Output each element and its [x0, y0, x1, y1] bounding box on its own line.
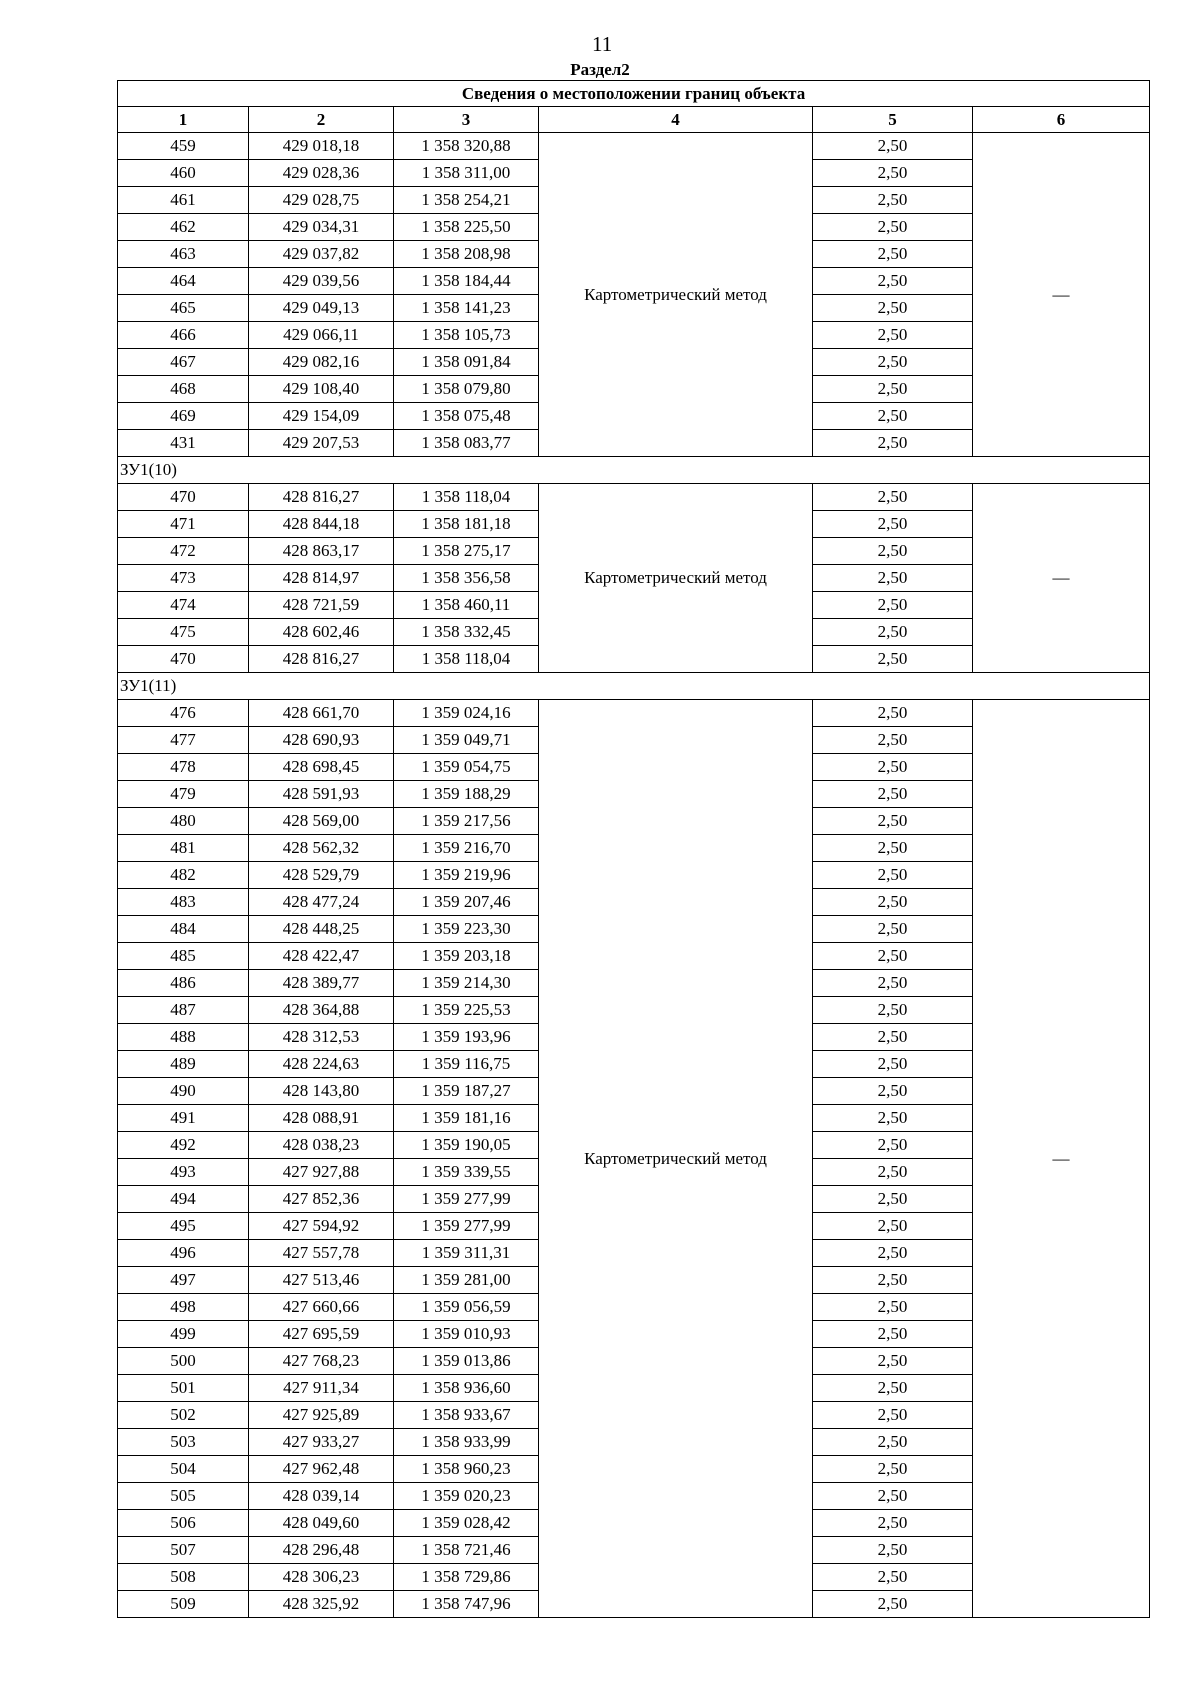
x-coordinate-cell: 429 108,40	[249, 376, 394, 403]
y-coordinate-cell: 1 359 193,96	[394, 1024, 539, 1051]
y-coordinate-cell: 1 359 214,30	[394, 970, 539, 997]
accuracy-cell: 2,50	[813, 727, 973, 754]
accuracy-cell: 2,50	[813, 1213, 973, 1240]
group-header-row	[118, 673, 1150, 700]
y-coordinate-cell: 1 359 049,71	[394, 727, 539, 754]
point-number-cell: 431	[118, 430, 249, 457]
x-coordinate-cell: 428 698,45	[249, 754, 394, 781]
x-coordinate-cell: 428 844,18	[249, 511, 394, 538]
x-coordinate-cell: 428 448,25	[249, 916, 394, 943]
table-row	[118, 700, 1150, 727]
point-number-cell: 496	[118, 1240, 249, 1267]
accuracy-cell: 2,50	[813, 1078, 973, 1105]
x-coordinate-cell: 429 028,36	[249, 160, 394, 187]
y-coordinate-cell: 1 358 460,11	[394, 592, 539, 619]
x-coordinate-cell: 428 038,23	[249, 1132, 394, 1159]
point-number-cell: 469	[118, 403, 249, 430]
point-number-cell: 467	[118, 349, 249, 376]
accuracy-cell: 2,50	[813, 700, 973, 727]
y-coordinate-cell: 1 358 960,23	[394, 1456, 539, 1483]
accuracy-cell: 2,50	[813, 1348, 973, 1375]
y-coordinate-cell: 1 358 105,73	[394, 322, 539, 349]
x-coordinate-cell: 429 018,18	[249, 133, 394, 160]
x-coordinate-cell: 428 814,97	[249, 565, 394, 592]
column-header-row	[118, 107, 1150, 133]
y-coordinate-cell: 1 359 277,99	[394, 1213, 539, 1240]
accuracy-cell: 2,50	[813, 862, 973, 889]
y-coordinate-cell: 1 359 203,18	[394, 943, 539, 970]
y-coordinate-cell: 1 359 223,30	[394, 916, 539, 943]
x-coordinate-cell: 427 962,48	[249, 1456, 394, 1483]
y-coordinate-cell: 1 359 217,56	[394, 808, 539, 835]
x-coordinate-cell: 428 049,60	[249, 1510, 394, 1537]
point-number-cell: 461	[118, 187, 249, 214]
accuracy-cell: 2,50	[813, 1510, 973, 1537]
point-number-cell: 491	[118, 1105, 249, 1132]
y-coordinate-cell: 1 358 936,60	[394, 1375, 539, 1402]
accuracy-cell: 2,50	[813, 1294, 973, 1321]
accuracy-cell: 2,50	[813, 511, 973, 538]
accuracy-cell: 2,50	[813, 646, 973, 673]
accuracy-cell: 2,50	[813, 322, 973, 349]
y-coordinate-cell: 1 358 083,77	[394, 430, 539, 457]
point-number-cell: 475	[118, 619, 249, 646]
point-number-cell: 478	[118, 754, 249, 781]
y-coordinate-cell: 1 358 311,00	[394, 160, 539, 187]
x-coordinate-cell: 427 695,59	[249, 1321, 394, 1348]
accuracy-cell: 2,50	[813, 619, 973, 646]
table-body	[118, 133, 1150, 1618]
accuracy-cell: 2,50	[813, 943, 973, 970]
point-number-cell: 471	[118, 511, 249, 538]
accuracy-cell: 2,50	[813, 268, 973, 295]
accuracy-cell: 2,50	[813, 1267, 973, 1294]
x-coordinate-cell: 428 039,14	[249, 1483, 394, 1510]
point-number-cell: 464	[118, 268, 249, 295]
accuracy-cell: 2,50	[813, 1186, 973, 1213]
point-number-cell: 490	[118, 1078, 249, 1105]
accuracy-cell: 2,50	[813, 1105, 973, 1132]
point-number-cell: 470	[118, 646, 249, 673]
y-coordinate-cell: 1 359 028,42	[394, 1510, 539, 1537]
column-header-2: 2	[249, 107, 394, 133]
point-number-cell: 466	[118, 322, 249, 349]
y-coordinate-cell: 1 359 207,46	[394, 889, 539, 916]
group-header-row	[118, 457, 1150, 484]
y-coordinate-cell: 1 359 054,75	[394, 754, 539, 781]
x-coordinate-cell: 427 911,34	[249, 1375, 394, 1402]
y-coordinate-cell: 1 359 013,86	[394, 1348, 539, 1375]
land-plot-label: ЗУ1(11)	[118, 673, 1150, 700]
y-coordinate-cell: 1 358 933,99	[394, 1429, 539, 1456]
point-number-cell: 492	[118, 1132, 249, 1159]
y-coordinate-cell: 1 358 275,17	[394, 538, 539, 565]
y-coordinate-cell: 1 358 225,50	[394, 214, 539, 241]
accuracy-cell: 2,50	[813, 1456, 973, 1483]
method-cell: Картометрический метод	[539, 484, 813, 673]
accuracy-cell: 2,50	[813, 349, 973, 376]
accuracy-cell: 2,50	[813, 214, 973, 241]
x-coordinate-cell: 428 816,27	[249, 484, 394, 511]
y-coordinate-cell: 1 358 729,86	[394, 1564, 539, 1591]
y-coordinate-cell: 1 358 091,84	[394, 349, 539, 376]
x-coordinate-cell: 427 513,46	[249, 1267, 394, 1294]
accuracy-cell: 2,50	[813, 808, 973, 835]
y-coordinate-cell: 1 358 184,44	[394, 268, 539, 295]
point-number-cell: 470	[118, 484, 249, 511]
accuracy-cell: 2,50	[813, 1240, 973, 1267]
point-number-cell: 485	[118, 943, 249, 970]
y-coordinate-cell: 1 358 075,48	[394, 403, 539, 430]
y-coordinate-cell: 1 358 933,67	[394, 1402, 539, 1429]
land-plot-label: ЗУ1(10)	[118, 457, 1150, 484]
point-number-cell: 473	[118, 565, 249, 592]
accuracy-cell: 2,50	[813, 1051, 973, 1078]
y-coordinate-cell: 1 359 188,29	[394, 781, 539, 808]
x-coordinate-cell: 428 529,79	[249, 862, 394, 889]
y-coordinate-cell: 1 358 320,88	[394, 133, 539, 160]
point-number-cell: 504	[118, 1456, 249, 1483]
y-coordinate-cell: 1 359 187,27	[394, 1078, 539, 1105]
y-coordinate-cell: 1 358 332,45	[394, 619, 539, 646]
column-header-6: 6	[973, 107, 1150, 133]
accuracy-cell: 2,50	[813, 1591, 973, 1618]
accuracy-cell: 2,50	[813, 187, 973, 214]
y-coordinate-cell: 1 359 010,93	[394, 1321, 539, 1348]
point-number-cell: 484	[118, 916, 249, 943]
y-coordinate-cell: 1 359 219,96	[394, 862, 539, 889]
accuracy-cell: 2,50	[813, 403, 973, 430]
y-coordinate-cell: 1 358 181,18	[394, 511, 539, 538]
point-number-cell: 489	[118, 1051, 249, 1078]
y-coordinate-cell: 1 359 216,70	[394, 835, 539, 862]
y-coordinate-cell: 1 358 118,04	[394, 646, 539, 673]
y-coordinate-cell: 1 358 079,80	[394, 376, 539, 403]
accuracy-cell: 2,50	[813, 1564, 973, 1591]
method-cell: Картометрический метод	[539, 700, 813, 1618]
point-number-cell: 493	[118, 1159, 249, 1186]
y-coordinate-cell: 1 359 281,00	[394, 1267, 539, 1294]
y-coordinate-cell: 1 358 721,46	[394, 1537, 539, 1564]
accuracy-cell: 2,50	[813, 970, 973, 997]
description-cell: —	[973, 484, 1150, 673]
point-number-cell: 486	[118, 970, 249, 997]
x-coordinate-cell: 428 306,23	[249, 1564, 394, 1591]
x-coordinate-cell: 427 557,78	[249, 1240, 394, 1267]
y-coordinate-cell: 1 359 277,99	[394, 1186, 539, 1213]
point-number-cell: 505	[118, 1483, 249, 1510]
point-number-cell: 465	[118, 295, 249, 322]
accuracy-cell: 2,50	[813, 754, 973, 781]
y-coordinate-cell: 1 358 747,96	[394, 1591, 539, 1618]
x-coordinate-cell: 428 721,59	[249, 592, 394, 619]
accuracy-cell: 2,50	[813, 781, 973, 808]
x-coordinate-cell: 427 927,88	[249, 1159, 394, 1186]
point-number-cell: 460	[118, 160, 249, 187]
accuracy-cell: 2,50	[813, 1375, 973, 1402]
y-coordinate-cell: 1 358 208,98	[394, 241, 539, 268]
x-coordinate-cell: 428 562,32	[249, 835, 394, 862]
point-number-cell: 481	[118, 835, 249, 862]
accuracy-cell: 2,50	[813, 1024, 973, 1051]
x-coordinate-cell: 428 312,53	[249, 1024, 394, 1051]
x-coordinate-cell: 427 768,23	[249, 1348, 394, 1375]
accuracy-cell: 2,50	[813, 133, 973, 160]
column-header-5: 5	[813, 107, 973, 133]
x-coordinate-cell: 429 049,13	[249, 295, 394, 322]
accuracy-cell: 2,50	[813, 1429, 973, 1456]
boundary-table-container	[117, 80, 1149, 1618]
point-number-cell: 488	[118, 1024, 249, 1051]
x-coordinate-cell: 427 933,27	[249, 1429, 394, 1456]
table-caption: Сведения о местоположении границ объекта	[118, 81, 1150, 107]
x-coordinate-cell: 429 207,53	[249, 430, 394, 457]
x-coordinate-cell: 427 660,66	[249, 1294, 394, 1321]
x-coordinate-cell: 427 852,36	[249, 1186, 394, 1213]
column-header-1: 1	[118, 107, 249, 133]
point-number-cell: 495	[118, 1213, 249, 1240]
x-coordinate-cell: 428 325,92	[249, 1591, 394, 1618]
y-coordinate-cell: 1 359 056,59	[394, 1294, 539, 1321]
table-row	[118, 484, 1150, 511]
description-cell: —	[973, 700, 1150, 1618]
accuracy-cell: 2,50	[813, 1483, 973, 1510]
point-number-cell: 507	[118, 1537, 249, 1564]
point-number-cell: 483	[118, 889, 249, 916]
boundary-coordinates-table	[117, 80, 1150, 1618]
point-number-cell: 503	[118, 1429, 249, 1456]
x-coordinate-cell: 428 224,63	[249, 1051, 394, 1078]
description-cell: —	[973, 133, 1150, 457]
x-coordinate-cell: 429 028,75	[249, 187, 394, 214]
point-number-cell: 463	[118, 241, 249, 268]
x-coordinate-cell: 428 364,88	[249, 997, 394, 1024]
x-coordinate-cell: 428 816,27	[249, 646, 394, 673]
point-number-cell: 482	[118, 862, 249, 889]
accuracy-cell: 2,50	[813, 916, 973, 943]
point-number-cell: 472	[118, 538, 249, 565]
accuracy-cell: 2,50	[813, 295, 973, 322]
y-coordinate-cell: 1 358 254,21	[394, 187, 539, 214]
x-coordinate-cell: 428 602,46	[249, 619, 394, 646]
x-coordinate-cell: 428 296,48	[249, 1537, 394, 1564]
accuracy-cell: 2,50	[813, 160, 973, 187]
point-number-cell: 462	[118, 214, 249, 241]
y-coordinate-cell: 1 359 339,55	[394, 1159, 539, 1186]
point-number-cell: 499	[118, 1321, 249, 1348]
accuracy-cell: 2,50	[813, 484, 973, 511]
point-number-cell: 477	[118, 727, 249, 754]
point-number-cell: 501	[118, 1375, 249, 1402]
point-number-cell: 502	[118, 1402, 249, 1429]
table-row	[118, 133, 1150, 160]
y-coordinate-cell: 1 359 311,31	[394, 1240, 539, 1267]
point-number-cell: 508	[118, 1564, 249, 1591]
method-cell: Картометрический метод	[539, 133, 813, 457]
y-coordinate-cell: 1 358 118,04	[394, 484, 539, 511]
y-coordinate-cell: 1 359 181,16	[394, 1105, 539, 1132]
y-coordinate-cell: 1 358 356,58	[394, 565, 539, 592]
point-number-cell: 506	[118, 1510, 249, 1537]
x-coordinate-cell: 429 082,16	[249, 349, 394, 376]
x-coordinate-cell: 428 422,47	[249, 943, 394, 970]
point-number-cell: 479	[118, 781, 249, 808]
accuracy-cell: 2,50	[813, 565, 973, 592]
column-header-3: 3	[394, 107, 539, 133]
point-number-cell: 476	[118, 700, 249, 727]
accuracy-cell: 2,50	[813, 376, 973, 403]
x-coordinate-cell: 429 154,09	[249, 403, 394, 430]
accuracy-cell: 2,50	[813, 1132, 973, 1159]
x-coordinate-cell: 428 661,70	[249, 700, 394, 727]
y-coordinate-cell: 1 358 141,23	[394, 295, 539, 322]
accuracy-cell: 2,50	[813, 1321, 973, 1348]
point-number-cell: 468	[118, 376, 249, 403]
x-coordinate-cell: 428 690,93	[249, 727, 394, 754]
accuracy-cell: 2,50	[813, 997, 973, 1024]
column-header-4: 4	[539, 107, 813, 133]
accuracy-cell: 2,50	[813, 1537, 973, 1564]
y-coordinate-cell: 1 359 225,53	[394, 997, 539, 1024]
x-coordinate-cell: 427 594,92	[249, 1213, 394, 1240]
section-title: Раздел2	[570, 60, 630, 79]
point-number-cell: 480	[118, 808, 249, 835]
y-coordinate-cell: 1 359 116,75	[394, 1051, 539, 1078]
x-coordinate-cell: 428 389,77	[249, 970, 394, 997]
x-coordinate-cell: 428 863,17	[249, 538, 394, 565]
x-coordinate-cell: 429 039,56	[249, 268, 394, 295]
accuracy-cell: 2,50	[813, 592, 973, 619]
y-coordinate-cell: 1 359 024,16	[394, 700, 539, 727]
point-number-cell: 509	[118, 1591, 249, 1618]
x-coordinate-cell: 428 569,00	[249, 808, 394, 835]
x-coordinate-cell: 427 925,89	[249, 1402, 394, 1429]
accuracy-cell: 2,50	[813, 1402, 973, 1429]
accuracy-cell: 2,50	[813, 835, 973, 862]
accuracy-cell: 2,50	[813, 538, 973, 565]
point-number-cell: 487	[118, 997, 249, 1024]
accuracy-cell: 2,50	[813, 1159, 973, 1186]
x-coordinate-cell: 429 037,82	[249, 241, 394, 268]
accuracy-cell: 2,50	[813, 430, 973, 457]
accuracy-cell: 2,50	[813, 889, 973, 916]
point-number-cell: 497	[118, 1267, 249, 1294]
point-number-cell: 459	[118, 133, 249, 160]
y-coordinate-cell: 1 359 190,05	[394, 1132, 539, 1159]
page-number: 11	[592, 32, 613, 56]
point-number-cell: 474	[118, 592, 249, 619]
point-number-cell: 500	[118, 1348, 249, 1375]
x-coordinate-cell: 428 477,24	[249, 889, 394, 916]
x-coordinate-cell: 428 591,93	[249, 781, 394, 808]
accuracy-cell: 2,50	[813, 241, 973, 268]
x-coordinate-cell: 428 088,91	[249, 1105, 394, 1132]
point-number-cell: 498	[118, 1294, 249, 1321]
x-coordinate-cell: 429 034,31	[249, 214, 394, 241]
x-coordinate-cell: 429 066,11	[249, 322, 394, 349]
x-coordinate-cell: 428 143,80	[249, 1078, 394, 1105]
point-number-cell: 494	[118, 1186, 249, 1213]
y-coordinate-cell: 1 359 020,23	[394, 1483, 539, 1510]
